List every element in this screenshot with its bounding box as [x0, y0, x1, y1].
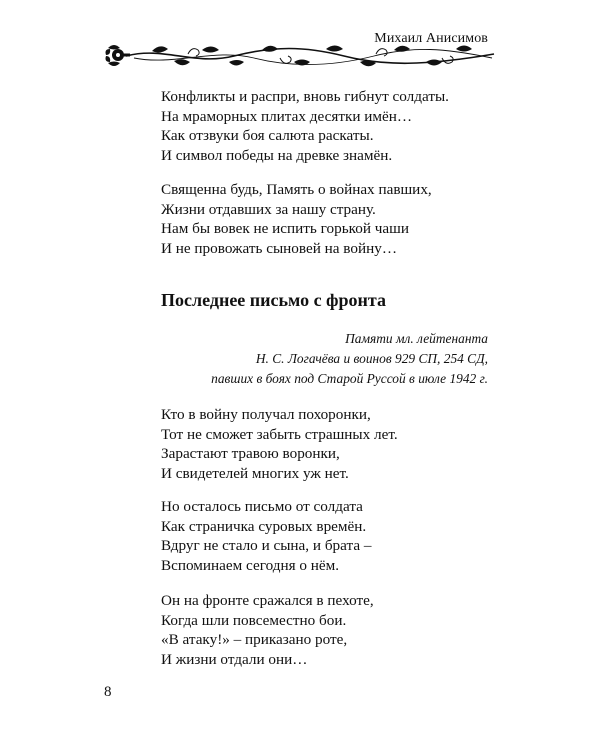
- floral-vine-ornament-icon: [104, 38, 496, 72]
- verse-line: Вдруг не стало и сына, и брата –: [161, 537, 372, 555]
- dedication-line: Памяти мл. лейтенанта: [345, 331, 488, 346]
- verse-line: Кто в войну получал похоронки,: [161, 406, 371, 423]
- verse-line: Нам бы вовек не испить горькой чаши: [161, 220, 409, 238]
- running-head-author: Михаил Анисимов: [374, 31, 488, 46]
- poem-title: Последнее письмо с фронта: [161, 290, 386, 310]
- poem-stanza-2: [161, 497, 371, 575]
- verse-line: И свидетелей многих уж нет.: [161, 464, 349, 482]
- poem-dedication: [211, 329, 488, 389]
- poem-stanza-3: [161, 591, 374, 669]
- verse-line: Вспоминаем сегодня о нём.: [161, 556, 340, 574]
- verse-line: Но осталось письмо от солдата: [161, 498, 363, 515]
- verse-line: Как отзвуки боя салюта раскаты.: [161, 127, 374, 145]
- verse-line: Когда шли повсеместно бои.: [161, 611, 347, 629]
- verse-line: Зарастают травою воронки,: [161, 445, 340, 463]
- verse-line: Священна будь, Память о войнах павших,: [161, 181, 432, 198]
- dedication-line: павших в боях под Старой Руссой в июле 1942 г.: [211, 371, 488, 386]
- stanza-prev-1: [161, 87, 449, 165]
- verse-line: И не провожать сыновей на войну…: [161, 239, 398, 257]
- verse-line: Конфликты и распри, вновь гибнут солдаты.: [161, 88, 449, 105]
- verse-line: Как страничка суровых времён.: [161, 517, 367, 535]
- dedication-line: Н. С. Логачёва и воинов 929 СП, 254 СД,: [255, 351, 488, 366]
- verse-line: Он на фронте сражался в пехоте,: [161, 592, 374, 609]
- verse-line: «В атаку!» – приказано роте,: [161, 631, 348, 649]
- verse-line: Тот не сможет забыть страшных лет.: [161, 425, 398, 443]
- page-number: 8: [104, 684, 112, 700]
- verse-line: На мраморных плитах десятки имён…: [161, 107, 413, 125]
- stanza-prev-2: [161, 180, 432, 258]
- verse-line: И жизни отдали они…: [161, 650, 308, 668]
- verse-line: И символ победы на древке знамён.: [161, 146, 393, 164]
- poem-stanza-1: [161, 405, 398, 483]
- verse-line: Жизни отдавших за нашу страну.: [161, 200, 376, 218]
